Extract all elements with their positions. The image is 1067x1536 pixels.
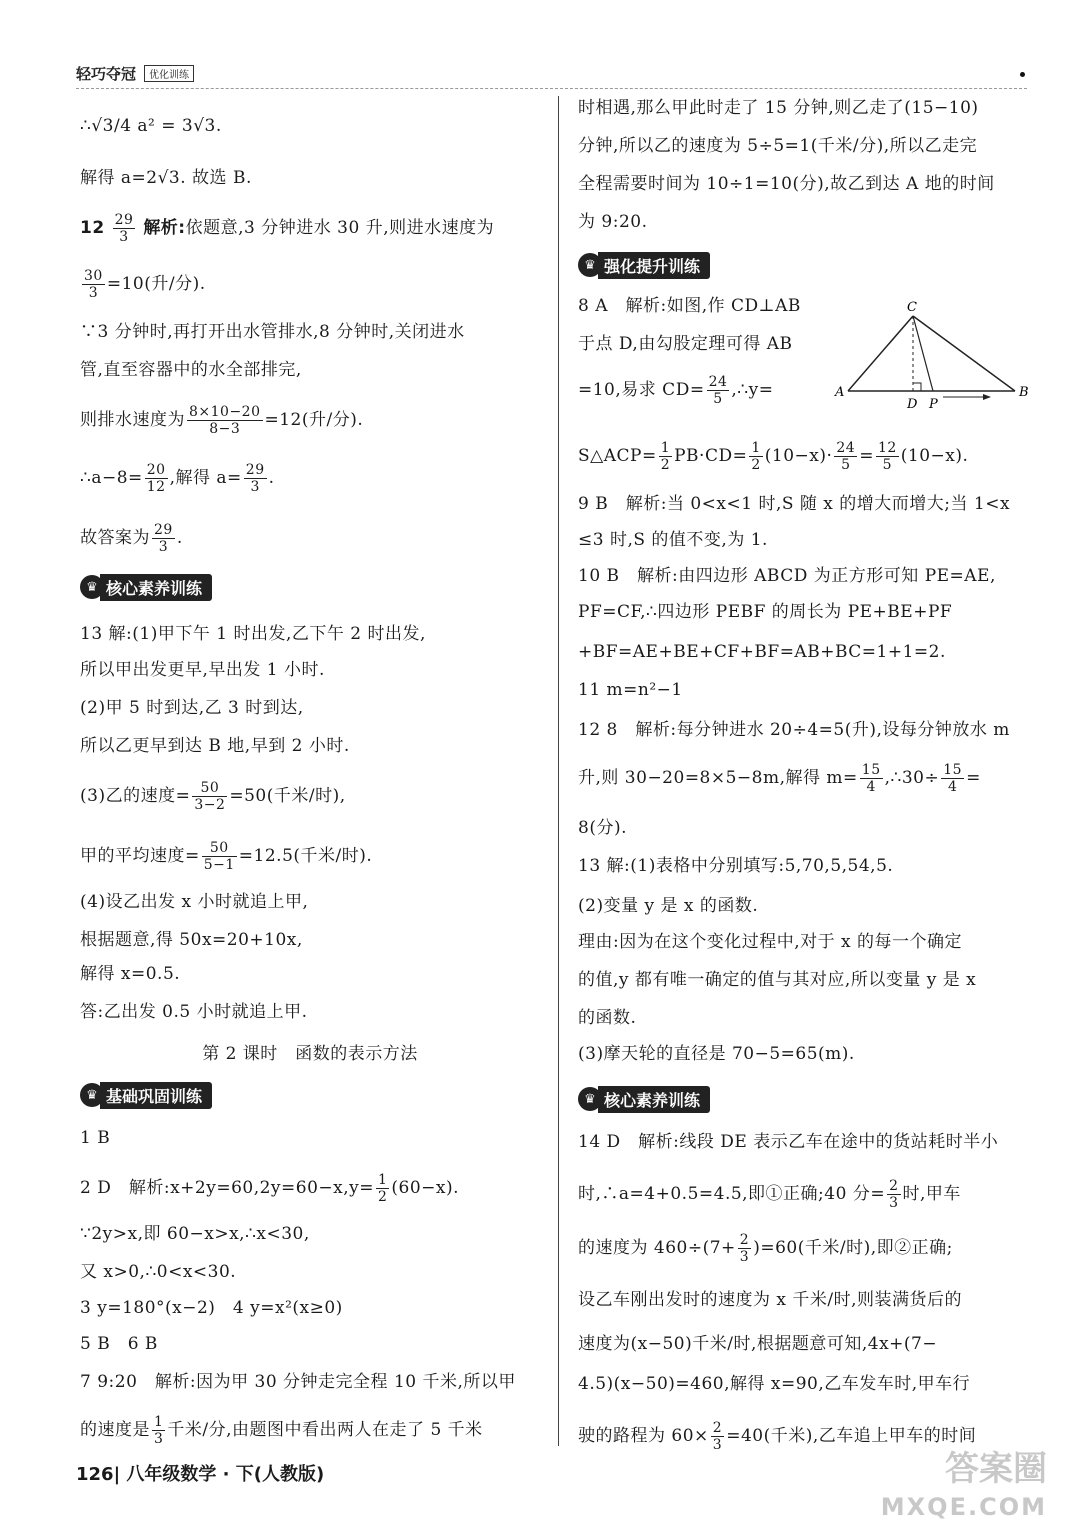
text-line: 理由:因为在这个变化过程中,对于 x 的每一个确定 (578, 932, 963, 952)
fraction: $\frac{20}{12}$ (146, 462, 166, 495)
text-line: 时相遇,那么甲此时走了 15 分钟,则乙走了(15−10) (578, 98, 979, 118)
text-line: 7 9:20 解析:因为甲 30 分钟走完全程 10 千米,所以甲 (80, 1372, 516, 1392)
text-line: 的速度是 $\frac{1}{3}$ 千米/分,由题图中看出两人在走了 5 千米 (80, 1414, 483, 1447)
text-line: 13 解:(1)甲下午 1 时出发,乙下午 2 时出发, (80, 624, 426, 644)
text-line: 10 B 解析:由四边形 ABCD 为正方形可知 PE=AE, (578, 566, 996, 586)
fraction: $\frac{50}{5-1}$ (203, 840, 235, 873)
text-line: 11 m=n²−1 (578, 680, 683, 700)
text-line: +BF=AE+BE+CF+BF=AB+BC=1+1=2. (578, 642, 946, 662)
label-b: B (1019, 385, 1029, 400)
fraction: $\frac{24}{5}$ (836, 440, 856, 473)
page-footer: 126| 八年级数学 · 下(人教版) (76, 1464, 325, 1485)
fraction: $\frac{2}{3}$ (712, 1420, 723, 1453)
text-line: 答:乙出发 0.5 小时就追上甲. (80, 1002, 308, 1022)
fraction: $\frac{1}{2}$ (751, 440, 761, 473)
text-line: 设乙车刚出发时的速度为 x 千米/时,则装满货后的 (578, 1290, 963, 1310)
fraction: $\frac{12}{5}$ (877, 440, 897, 473)
text-line: 14 D 解析:线段 DE 表示乙车在途中的货站耗时半小 (578, 1132, 999, 1152)
label-c: C (907, 301, 917, 315)
text-line: 管,直至容器中的水全部排完, (80, 360, 302, 380)
fraction: $\frac{15}{4}$ (861, 762, 881, 795)
crown-icon: ♛ (578, 1087, 602, 1111)
text-line: (3)摩天轮的直径是 70−5=65(m). (578, 1044, 855, 1064)
text-line: 8 A 解析:如图,作 CD⊥AB (578, 296, 801, 316)
crown-icon: ♛ (578, 253, 602, 277)
text-line: 又 x>0,∴0<x<30. (80, 1262, 237, 1282)
fraction: $\frac{30}{3}$ (84, 268, 103, 301)
fraction: $\frac{1}{2}$ (378, 1172, 388, 1205)
text-line: 全程需要时间为 10÷1=10(分),故乙到达 A 地的时间 (578, 174, 995, 194)
text-line: 2 D 解析:x+2y=60,2y=60−x,y= $\frac{1}{2}$ (60−x). (80, 1172, 460, 1205)
text-line: 5 B 6 B (80, 1334, 158, 1354)
watermark-sub: MXQE.COM (880, 1493, 1047, 1521)
fraction: $\frac{8\times 10-20}{8-3}$ (189, 404, 261, 437)
section-banner: ♛ 强化提升训练 (578, 252, 710, 278)
fraction: $\frac{2}{3}$ (739, 1232, 750, 1265)
section-title: 第 2 课时 函数的表示方法 (202, 1044, 418, 1064)
text-line: 则排水速度为 $\frac{8\times 10-20}{8-3}$ =12(升/分). (80, 404, 364, 437)
fraction: $\frac{1}{2}$ (660, 440, 671, 473)
text-line: 的速度为 460÷(7+ $\frac{2}{3}$ )=60(千米/时),即②正确; (578, 1232, 953, 1265)
text-line: 解得 a=2√3. 故选 B. (80, 168, 252, 188)
section-banner: ♛ 基础巩固训练 (80, 1082, 212, 1108)
fraction: $\frac{29}{3}$ (245, 462, 265, 495)
text-line: =10,易求 CD= $\frac{24}{5}$ ,∴y= (578, 374, 774, 407)
label-p: P (929, 397, 938, 411)
text-line: 为 9:20. (578, 212, 648, 232)
watermark (881, 1450, 1047, 1526)
text-line: (3)乙的速度= $\frac{50}{3-2}$ =50(千米/时), (80, 780, 346, 813)
text-line: 根据题意,得 50x=20+10x, (80, 930, 303, 950)
text-line: 所以乙更早到达 B 地,早到 2 小时. (80, 736, 350, 756)
header-rule (76, 88, 1027, 89)
q12-line: 12 $\frac{29}{3}$ 解析:依题意,3 分钟进水 30 升,则进水速度为 (80, 212, 495, 245)
segment-cb (913, 316, 1015, 391)
text-line: S△ACP= $\frac{1}{2}$ PB·CD= $\frac{1}{2}$ (10−x)· $\frac{24}{5}$ = $\frac{12}{5}$ (10−x). (578, 440, 969, 473)
text-line: ≤3 时,S 的值不变,为 1. (578, 530, 768, 550)
text-line: $\frac{30}{3}$ =10(升/分). (84, 268, 206, 301)
text-line: ∴a−8= $\frac{20}{12}$ ,解得 a= $\frac{29}{3}$ . (80, 462, 275, 495)
text-line: 驶的路程为 60× $\frac{2}{3}$ =40(千米),乙车追上甲车的时间 (578, 1420, 977, 1453)
fraction: $\frac{50}{3-2}$ (194, 780, 226, 813)
text-line: 9 B 解析:当 0<x<1 时,S 随 x 的增大而增大;当 1<x (578, 494, 1011, 514)
label-d: D (907, 397, 918, 411)
fraction: $\frac{2}{3}$ (889, 1178, 899, 1211)
text-line: ∵3 分钟时,再打开出水管排水,8 分钟时,关闭进水 (80, 322, 465, 342)
column-divider (558, 96, 559, 1446)
text-line: 甲的平均速度= $\frac{50}{5-1}$ =12.5(千米/时). (80, 840, 373, 873)
text-line: (2)甲 5 时到达,乙 3 时到达, (80, 698, 304, 718)
crown-icon: ♛ (80, 1083, 104, 1107)
fraction: $\frac{15}{4}$ (943, 762, 963, 795)
text-line: 分钟,所以乙的速度为 5÷5=1(千米/分),所以乙走完 (578, 136, 978, 156)
text-line: 所以甲出发更早,早出发 1 小时. (80, 660, 325, 680)
text-line: 3 y=180°(x−2) 4 y=x²(x≥0) (80, 1298, 343, 1318)
header-logo: 轻巧夺冠 (76, 64, 137, 83)
fraction: $\frac{1}{3}$ (154, 1414, 164, 1447)
text-line: 解得 x=0.5. (80, 964, 181, 984)
text-line: 升,则 30−20=8×5−8m,解得 m= $\frac{15}{4}$ ,∴30÷ $\frac{15}{4}$ = (578, 762, 981, 795)
text-line: 故答案为 $\frac{29}{3}$ . (80, 522, 183, 555)
text-line: 速度为(x−50)千米/时,根据题意可知,4x+(7− (578, 1334, 938, 1354)
text-line: 1 B (80, 1128, 111, 1148)
segment-cp (913, 316, 933, 391)
text-line: 12 8 解析:每分钟进水 20÷4=5(升),设每分钟放水 m (578, 720, 1010, 740)
text-line: 于点 D,由勾股定理可得 AB (578, 334, 793, 354)
header-logo-sub: 优化训练 (144, 65, 194, 82)
fraction: $\frac{29}{3}$ (154, 522, 173, 555)
text-line: 4.5)(x−50)=460,解得 x=90,乙车发车时,甲车行 (578, 1374, 971, 1394)
text-line: (2)变量 y 是 x 的函数. (578, 896, 759, 916)
label-a: A (835, 385, 845, 400)
text-line: ∴√3/4 a² = 3√3. (80, 116, 222, 136)
question-number: 12 (80, 218, 105, 238)
text-line: ∵2y>x,即 60−x>x,∴x<30, (80, 1224, 310, 1244)
text-line: 的函数. (578, 1008, 637, 1028)
text-line: 8(分). (578, 818, 627, 838)
fraction: $\frac{24}{5}$ (708, 374, 728, 407)
text-line: 时,∴a=4+0.5=4.5,即①正确;40 分= $\frac{2}{3}$ 时,甲车 (578, 1178, 961, 1211)
text-line: 的值,y 都有唯一确定的值与其对应,所以变量 y 是 x (578, 970, 977, 990)
text-line: PF=CF,∴四边形 PEBF 的周长为 PE+BE+PF (578, 602, 953, 622)
section-banner: ♛ 核心素养训练 (578, 1086, 710, 1112)
fraction: $\frac{29}{3}$ (114, 212, 134, 245)
watermark-main: 答案圈 (945, 1449, 1047, 1489)
header-dot (1020, 72, 1025, 77)
crown-icon: ♛ (80, 575, 104, 599)
triangle-figure (833, 301, 1033, 411)
section-banner: ♛ 核心素养训练 (80, 574, 212, 600)
right-angle-mark (913, 383, 921, 391)
segment-ac (848, 316, 913, 391)
analysis-tag: 解析: (143, 218, 186, 238)
text-line: 13 解:(1)表格中分别填写:5,70,5,54,5. (578, 856, 894, 876)
page-header (76, 60, 194, 86)
text-line: (4)设乙出发 x 小时就追上甲, (80, 892, 309, 912)
arrow-head (983, 394, 991, 400)
